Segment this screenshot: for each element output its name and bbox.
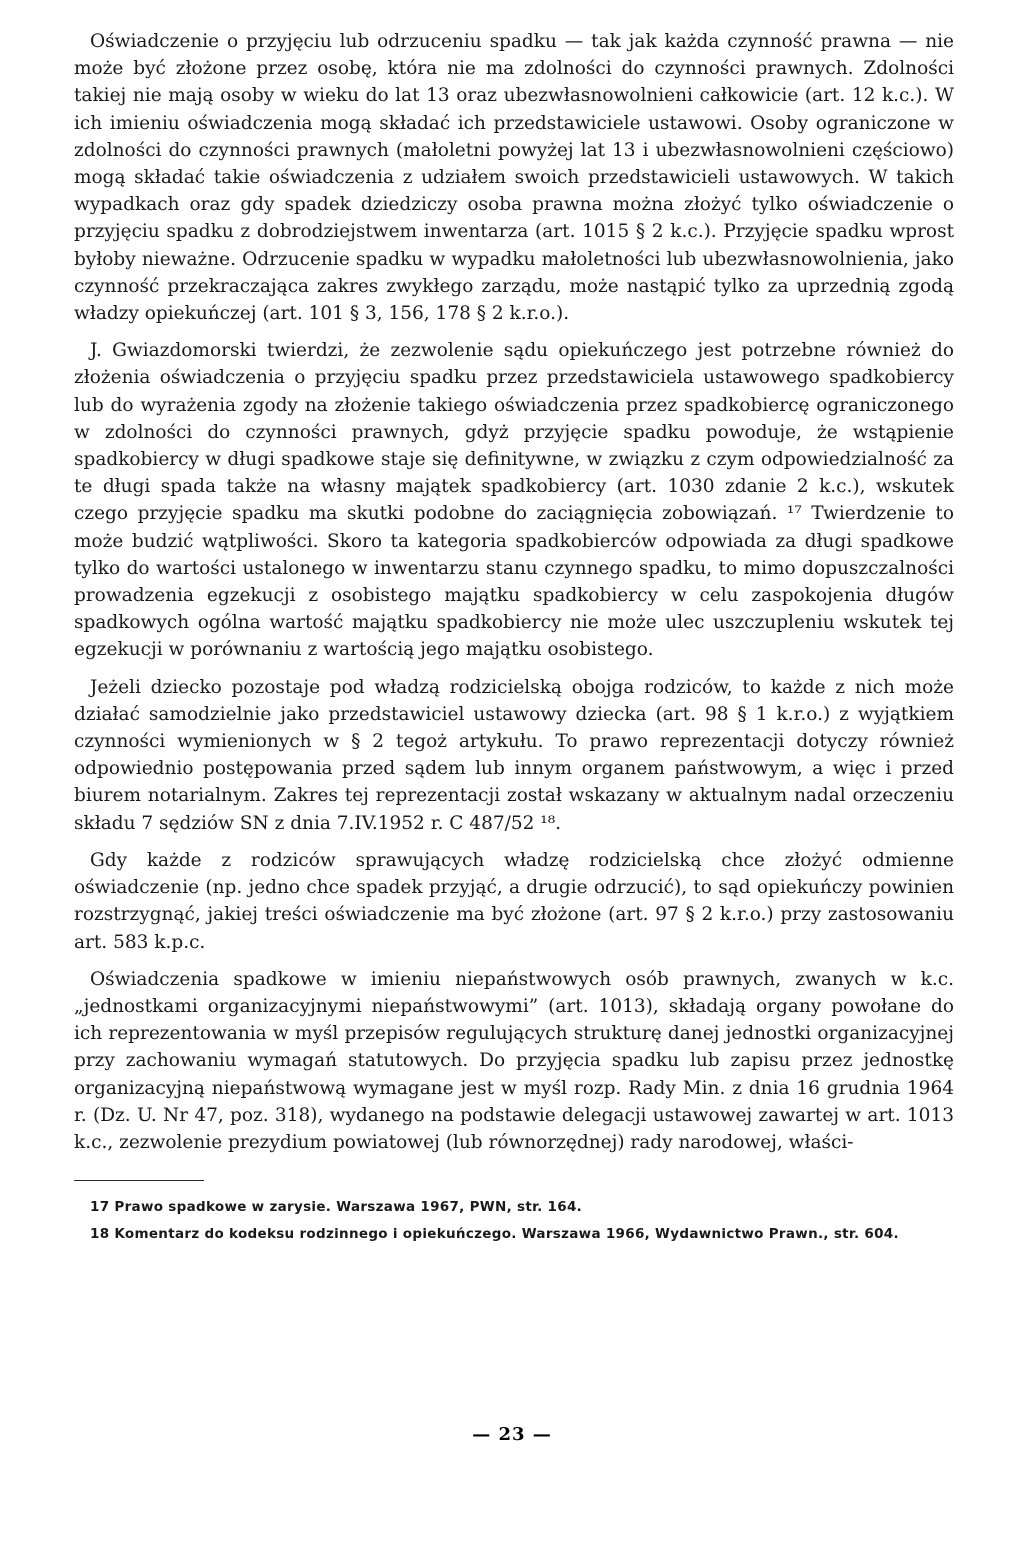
document-page (74, 28, 954, 1251)
footnote-separator (74, 1180, 204, 1181)
paragraph-parents-disagreement: Gdy każde z rodziców sprawujących władzę rodzicielską chce złożyć odmienne oświadczenie (np. jedno chce spadek przyjąć, a drugie odrzucić), to sąd opiekuńczy powinien rozstrzygnąć, jakiej treści oświadczenie ma być złożone (art. 97 § 2 k.r.o.) przy zastosowaniu art. 583 k.p.c. (74, 849, 954, 953)
footnote-18: 18 Komentarz do kodeksu rodzinnego i opiekuńczego. Warszawa 1966, Wydawnictwo Prawn., str. 604. (90, 1226, 899, 1243)
paragraph-gwiazdomorski: J. Gwiazdomorski twierdzi, że zezwolenie sądu opiekuńczego jest potrzebne również do złożenia oświadczenia o przyjęciu spadku przez przedstawiciela ustawowego spadkobiercy lub do wyrażenia zgody na złożenie takiego oświadczenia przez spadkobiercę ograniczonego w zdolności do czynności prawnych, gdyż przyjęcie spadku powoduje, że wstąpienie spadkobiercy w długi spadkowe staje się definitywne, w związku z czym odpowiedzialność za te długi spada także na własny majątek spadkobiercy (art. 1030 zdanie 2 k.c.), wskutek czego przyjęcie spadku ma skutki podobne do zaciągnięcia zobowiązań. ¹⁷ Twierdzenie to może budzić wątpliwości. Skoro ta kategoria spadkobierców odpowiada za długi spadkowe tylko do wartości ustalonego w inwentarzu stanu czynnego spadku, to mimo dopuszczalności prowadzenia egzekucji z osobistego majątku spadkobiercy w celu zaspokojenia długów spadkowych ogólna wartość majątku spadkobiercy nie może ulec uszczupleniu wskutek tej egzekucji w porównaniu z wartością jego majątku osobistego. (74, 340, 954, 661)
page-number: — 23 — (472, 1424, 552, 1445)
paragraph-legal-capacity: Oświadczenie o przyjęciu lub odrzuceniu spadku — tak jak każda czynność prawna — nie może być złożone przez osobę, która nie ma zdolności do czynności prawnych. Zdolności takiej nie mają osoby w wieku do lat 13 oraz ubezwłasnowolnieni całkowicie (art. 12 k.c.). W ich imieniu oświadczenia mogą składać ich przedstawiciele ustawowi. Osoby ograniczone w zdolności do czynności prawnych (małoletni powyżej lat 13 i ubezwłasnowolnieni częściowo) mogą składać takie oświadczenia z udziałem swoich przedstawicieli ustawowych. W takich wypadkach oraz gdy spadek dziedziczy osoba prawna można złożyć tylko oświadczenie o przyjęciu spadku z dobrodziejstwem inwentarza (art. 1015 § 2 k.c.). Przyjęcie spadku wprost byłoby nieważne. Odrzucenie spadku w wypadku małoletności lub ubezwłasnowolnienia, jako czynność przekraczająca zakres zwykłego zarządu, może nastąpić tylko za uprzednią zgodą władzy opiekuńczej (art. 101 § 3, 156, 178 § 2 k.r.o.). (74, 31, 954, 325)
paragraph-parental-authority: Jeżeli dziecko pozostaje pod władzą rodzicielską obojga rodziców, to każde z nich może działać samodzielnie jako przedstawiciel ustawowy dziecka (art. 98 § 1 k.r.o.) z wyjątkiem czynności wymienionych w § 2 tegoż artykułu. To prawo reprezentacji dotyczy również odpowiednio postępowania przed sądem lub innym organem państwowym, a więc i przed biurem notarialnym. Zakres tej reprezentacji został wskazany w aktualnym nadal orzeczeniu składu 7 sędziów SN z dnia 7.IV.1952 r. C 487/52 ¹⁸. (74, 676, 954, 834)
footnote-17: 17 Prawo spadkowe w zarysie. Warszawa 1967, PWN, str. 164. (90, 1199, 583, 1216)
paragraph-non-state-entities: Oświadczenia spadkowe w imieniu niepaństwowych osób prawnych, zwanych w k.c. „jednostkami organizacyjnymi niepaństwowymi” (art. 1013), składają organy powołane do ich reprezentowania w myśl przepisów regulujących strukturę danej jednostki organizacyjnej przy zachowaniu wymagań statutowych. Do przyjęcia spadku lub zapisu przez jednostkę organizacyjną niepaństwową wymagane jest w myśl rozp. Rady Min. z dnia 16 grudnia 1964 r. (Dz. U. Nr 47, poz. 318), wydanego na podstawie delegacji ustawowej zawartej w art. 1013 k.c., zezwolenie prezydium powiatowej (lub równorzędnej) rady narodowej, właści- (74, 968, 954, 1153)
